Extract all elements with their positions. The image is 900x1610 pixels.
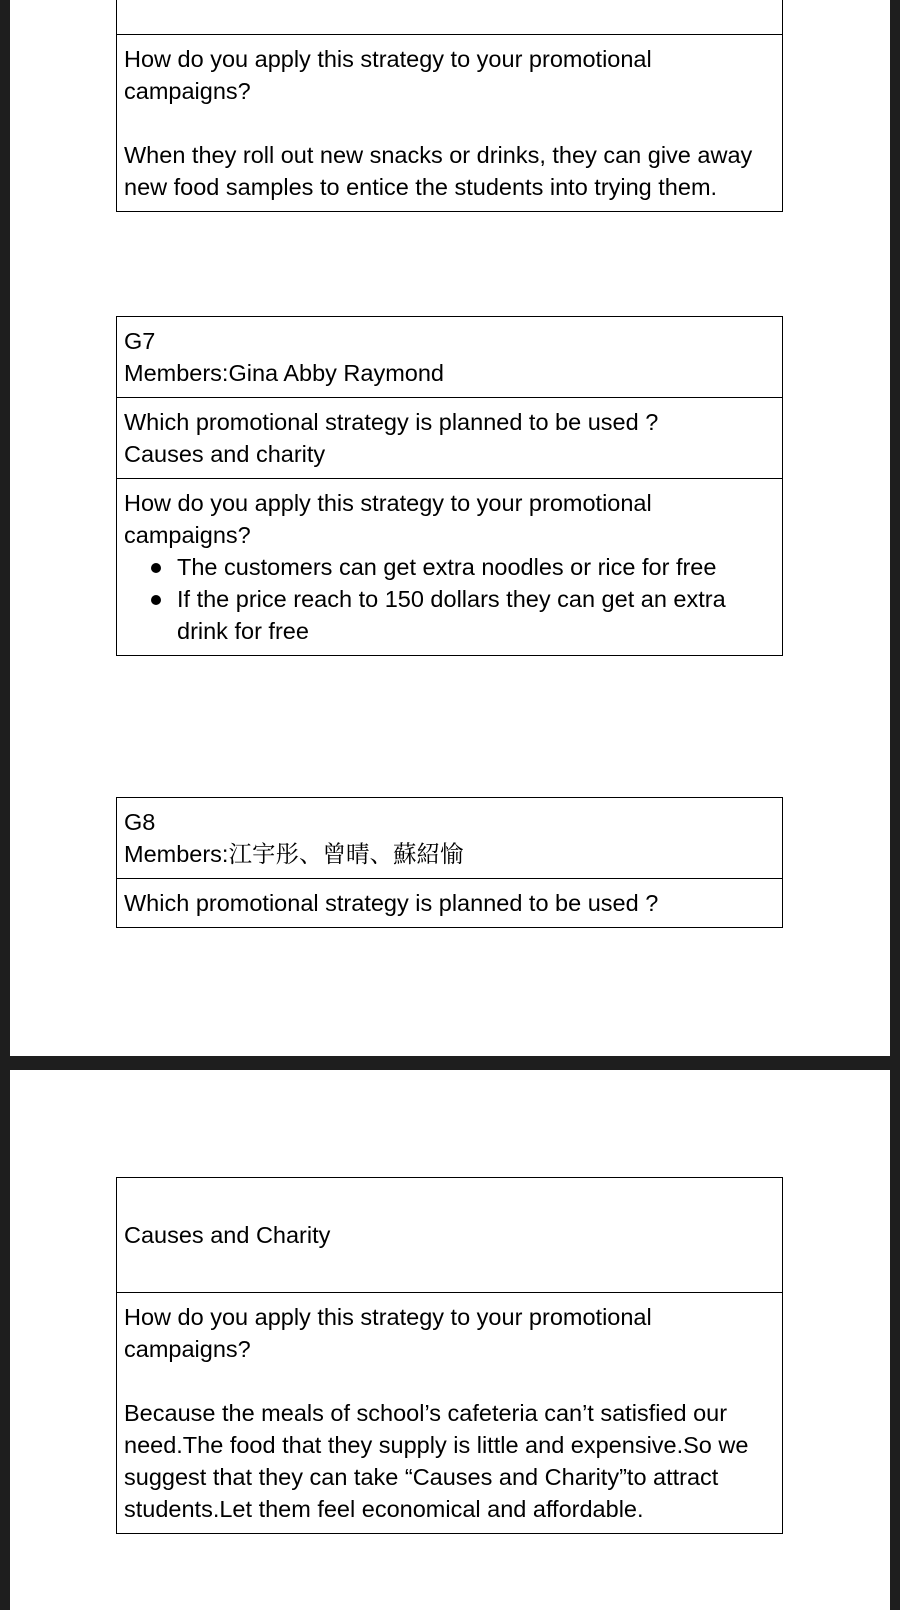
g8-strategy-cell (117, 878, 782, 927)
g7-header-cell (117, 317, 782, 397)
g7-table (116, 316, 783, 656)
page2-table (116, 1177, 783, 1534)
g7-strategy-answer: Causes and charity (124, 441, 326, 467)
page2-strategy: Causes and Charity (124, 1222, 331, 1248)
list-item: If the price reach to 150 dollars they can get an extra drink for free (177, 583, 775, 647)
g6-apply-answer: When they roll out new snacks or drinks, they can give away new food samples to entice the students into trying them. (124, 142, 753, 200)
g7-strategy-cell (117, 397, 782, 478)
g7-strategy-question: Which promotional strategy is planned to be used ? (124, 409, 659, 435)
document-page-1 (10, 0, 890, 1056)
g8-header-cell (117, 798, 782, 878)
page2-apply-question: How do you apply this strategy to your promotional campaigns? (124, 1304, 652, 1362)
page2-strategy-cell (117, 1178, 782, 1292)
g6-apply-question: How do you apply this strategy to your promotional campaigns? (124, 46, 652, 104)
g7-apply-question: How do you apply this strategy to your promotional campaigns? (124, 490, 652, 548)
g6-apply-cell (117, 34, 782, 211)
page2-apply-answer: Because the meals of school’s cafeteria can’t satisfied our need.The food that they supply is little and expensive.So we suggest that they can take “Causes and Charity”to attract students.Let them feel economical and affordable. (124, 1400, 749, 1522)
g7-group-label: G7 (124, 328, 156, 354)
g7-apply-cell (117, 478, 782, 655)
g8-strategy-question: Which promotional strategy is planned to be used ? (124, 890, 659, 916)
page2-apply-cell (117, 1292, 782, 1533)
g8-group-label: G8 (124, 809, 156, 835)
g7-members: Members:Gina Abby Raymond (124, 360, 445, 386)
g7-bullet-list (124, 551, 775, 647)
list-item: The customers can get extra noodles or rice for free (177, 551, 775, 583)
g6-table-partial (116, 0, 783, 212)
document-page-2 (10, 1070, 890, 1610)
g6-top-cell (117, 0, 782, 34)
g8-members: Members:江宇彤、曾晴、蘇紹愉 (124, 841, 464, 867)
g8-table (116, 797, 783, 928)
